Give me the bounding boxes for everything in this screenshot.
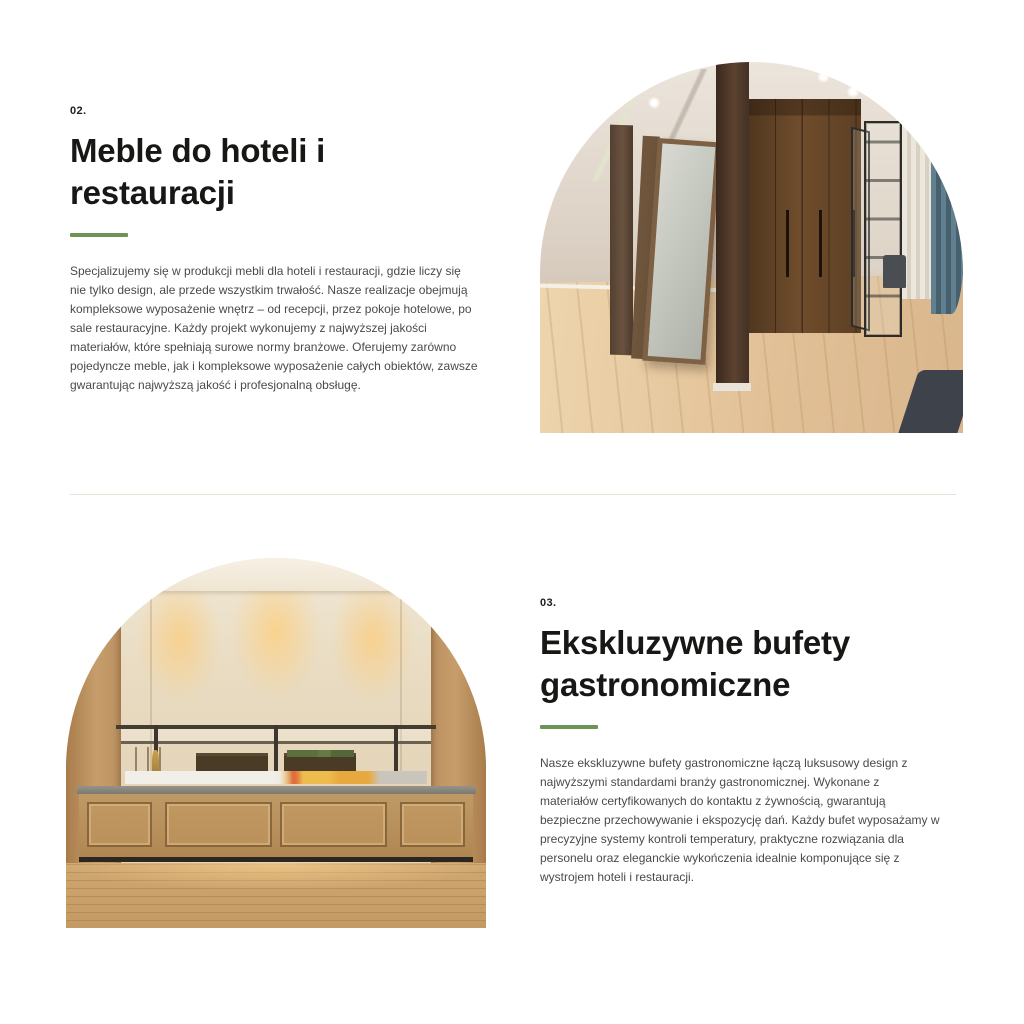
wardrobe-handles <box>758 210 855 277</box>
armchair <box>883 255 906 288</box>
blue-curtain <box>931 107 963 315</box>
wood-floor <box>66 863 486 929</box>
pillar-base <box>713 383 751 391</box>
cabinet-panel-3 <box>280 802 387 846</box>
section-body: Nasze ekskluzywne bufety gastronomiczne łączą luksusowy design z najwyższymi standardami branży gastronomicznej. Wykonane z materiałów certyfikowanych do kontaktu z żywnością, gwarantują bezpieczne przechowywanie i ekspozycję dań. Każdy bufet wyposażamy w precyzyjne systemy kontroli temperatury, praktyczne rozwiązania dla personelu oraz eleganckie wykończenia idealnie komponujące się z wystrojem hoteli i restauracji. <box>540 756 940 884</box>
section-title: Meble do hoteli i restauracji <box>70 132 326 211</box>
section-body: Specjalizujemy się w produkcji mebli dla hoteli i restauracji, gdzie liczy się nie tylko design, ale przede wszystkim trwałość. Nasze realizacje obejmują kompleksowe wyposażenie wnętrz – od recepcji, przez pokoje hotelowe, po sale restauracyjne. Każdy projekt wykonujemy z najwyższej jakości materiałów, które spełniają surowe normy branżowe. Oferujemy zarówno pojedyncze meble, jak i kompleksowe wyposażenie całych obiektów, zawsze gwarantując najwyższą jakość i profesjonalną obsługę. <box>70 264 478 392</box>
ceiling-band <box>66 558 486 591</box>
food-dishes-row <box>125 771 427 784</box>
section-title: Ekskluzywne bufety gastronomiczne <box>540 624 850 703</box>
main-pillar <box>716 62 750 388</box>
food-riser-shelf-right <box>284 756 355 771</box>
hotel-interior-image <box>540 62 963 433</box>
cabinet-panel-2 <box>165 802 272 846</box>
far-pillar <box>610 125 633 356</box>
cabinet-panel-4 <box>400 802 465 846</box>
glass-door-muntins <box>866 125 900 333</box>
buffet-image <box>66 558 486 928</box>
section-hotels-text-column <box>70 105 482 395</box>
section-number: 02. <box>70 105 87 117</box>
accent-underline <box>70 233 128 237</box>
section-number: 03. <box>540 597 557 609</box>
section-buffets-text-column <box>540 597 964 887</box>
cabinet-panel-1 <box>87 802 152 846</box>
garnish-greens <box>287 750 354 757</box>
accent-underline <box>540 725 598 729</box>
section-divider <box>70 494 956 495</box>
countertop <box>77 786 476 795</box>
food-riser-shelf-left <box>196 756 267 771</box>
